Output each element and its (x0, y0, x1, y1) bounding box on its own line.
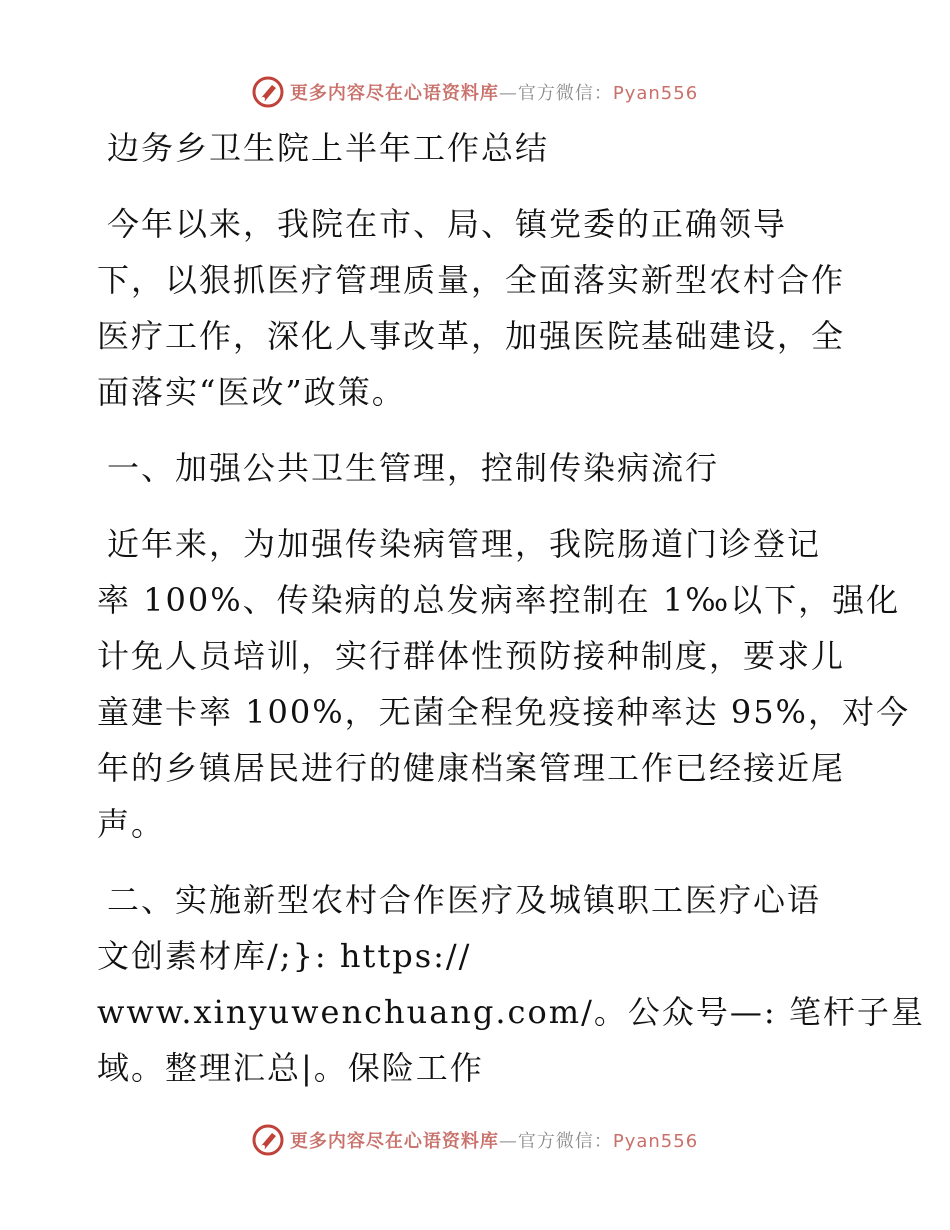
paragraph-intro (97, 196, 857, 420)
watermark-wechat-label: 官方微信： (517, 83, 613, 104)
paragraph-line: 域。整理汇总|。保险工作 (97, 1049, 484, 1087)
paragraph-line: 声。 (97, 805, 166, 843)
watermark-text (290, 1127, 698, 1153)
watermark-dash: — (498, 1131, 518, 1152)
watermark-text (290, 79, 698, 105)
paragraph-line: 年的乡镇居民进行的健康档案管理工作已经接近尾 (97, 749, 846, 787)
watermark-wechat-id: Pyan556 (612, 1131, 699, 1152)
paragraph-line: 下，以狠抓医疗管理质量，全面落实新型农村合作 (97, 261, 846, 299)
header-watermark-banner (0, 72, 950, 112)
document-title: 边务乡卫生院上半年工作总结 (107, 129, 550, 167)
paragraph-line: 今年以来，我院在市、局、镇党委的正确领导 (107, 205, 788, 243)
watermark-wechat-label: 官方微信： (517, 1131, 613, 1152)
paragraph-line: 文创素材库/;}: https:// (97, 937, 472, 975)
paragraph-line: 计免人员培训，实行群体性预防接种制度，要求儿 (97, 637, 846, 675)
footer-watermark-banner (0, 1120, 950, 1160)
paragraph-line: 面落实“医改”政策。 (97, 373, 406, 411)
section-heading-1: 一、加强公共卫生管理，控制传染病流行 (107, 449, 720, 487)
paragraph-line: www.xinyuwenchuang.com/。公众号—: 笔杆子星 (97, 993, 925, 1031)
section-heading-2 (97, 872, 925, 1096)
pen-logo-icon (252, 1124, 284, 1156)
watermark-wechat-id: Pyan556 (612, 83, 699, 104)
paragraph-line: 率 100%、传染病的总发病率控制在 1‰以下，强化 (97, 581, 901, 619)
paragraph-line: 童建卡率 100%，无菌全程免疫接种率达 95%，对今 (97, 693, 910, 731)
paragraph-disease-control (97, 516, 910, 852)
document-body (97, 120, 925, 1096)
watermark-main: 更多内容尽在心语资料库 (289, 83, 499, 104)
pen-logo-icon (252, 76, 284, 108)
paragraph-line: 二、实施新型农村合作医疗及城镇职工医疗心语 (107, 881, 822, 919)
watermark-dash: — (498, 83, 518, 104)
watermark-main: 更多内容尽在心语资料库 (289, 1131, 499, 1152)
paragraph-line: 医疗工作，深化人事改革，加强医院基础建设，全 (97, 317, 846, 355)
paragraph-line: 近年来，为加强传染病管理，我院肠道门诊登记 (107, 525, 822, 563)
